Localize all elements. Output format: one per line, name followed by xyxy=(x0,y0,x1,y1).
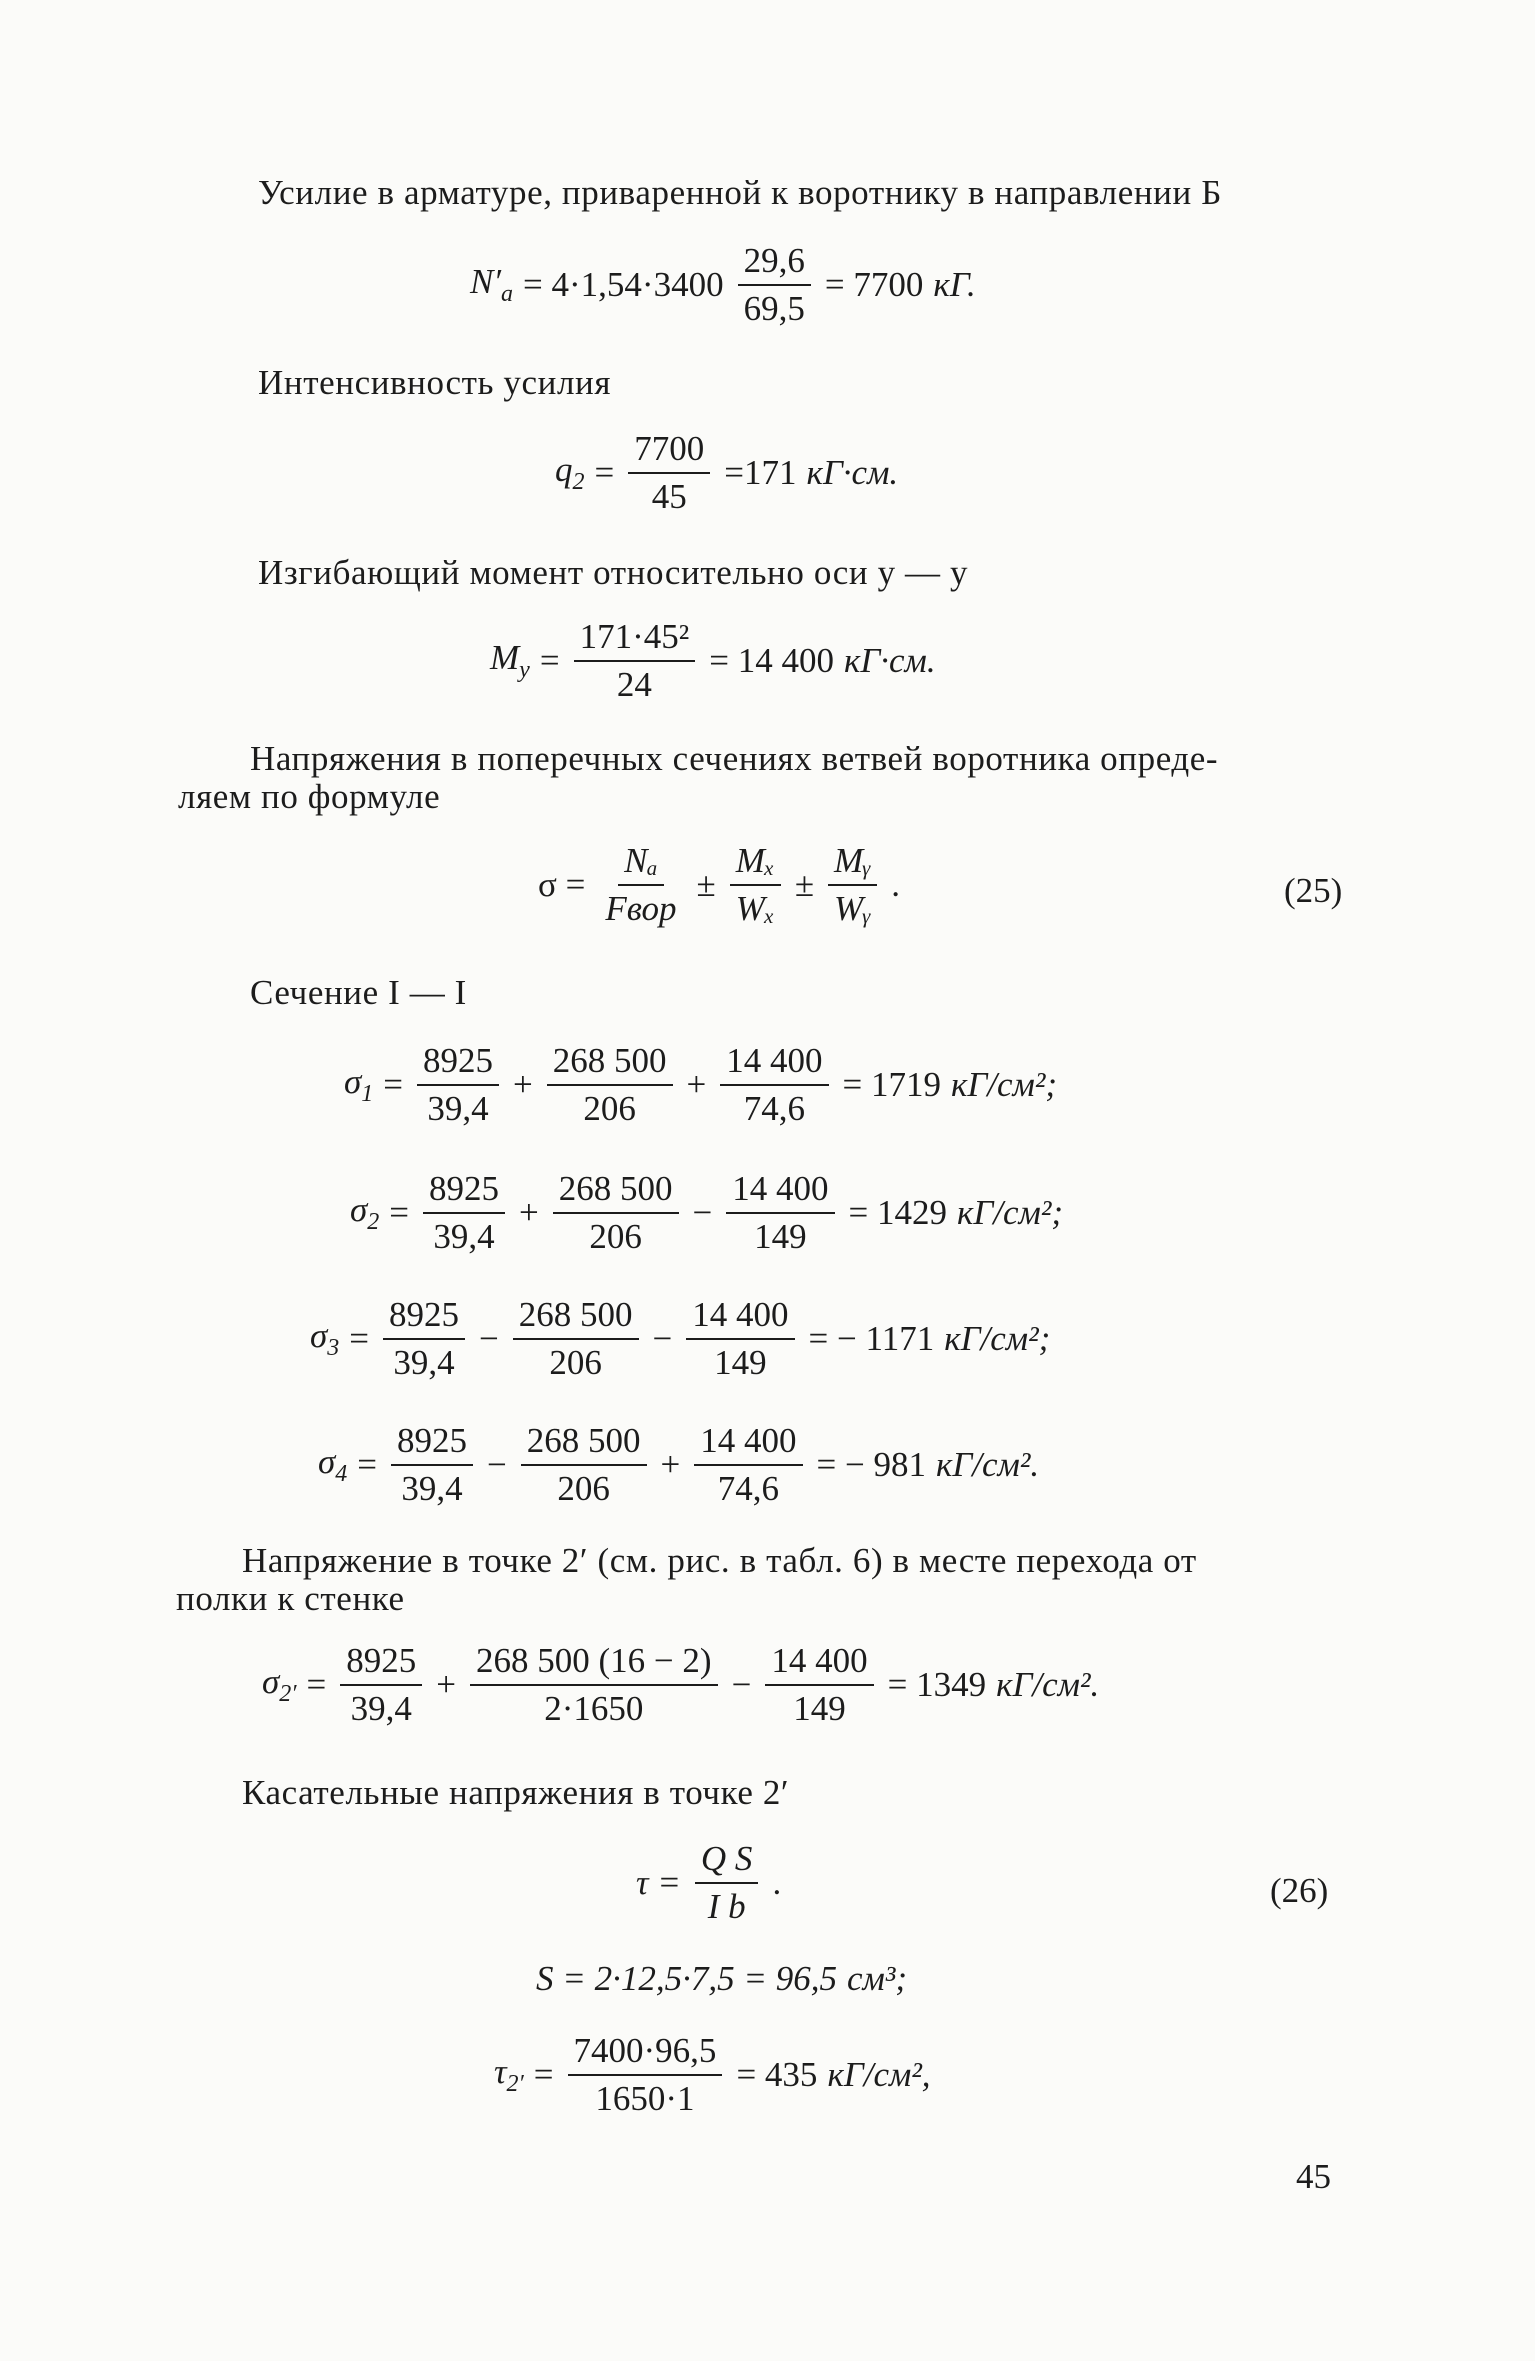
f25-t3-den: Wᵧ xyxy=(834,889,872,928)
sigma-c-num: 14 400 xyxy=(726,1168,834,1214)
f25-t3-num: Mᵧ xyxy=(828,840,877,886)
sigma-result: = 1429 xyxy=(848,1193,948,1232)
sigma-c-num: 14 400 xyxy=(720,1040,828,1086)
sigma-b-den: 206 xyxy=(589,1217,642,1256)
sigma-term-b xyxy=(513,1294,639,1384)
tau-eq: = xyxy=(533,2055,554,2094)
sigma-result: = − 981 xyxy=(816,1445,926,1484)
s2p-a-den: 39,4 xyxy=(350,1689,412,1728)
f26-fraction xyxy=(695,1838,759,1928)
sigma-b-num: 268 500 xyxy=(513,1294,639,1340)
na-lhs: $N'_a$ xyxy=(470,262,514,308)
paragraph-force-reinforcement: Усилие в арматуре, приваренной к воротнику в направлении Б xyxy=(258,173,1222,212)
q2-fraction xyxy=(628,428,710,518)
formula-sigma-1 xyxy=(344,1040,1057,1130)
sigma-op1: + xyxy=(519,1193,539,1232)
sigma-c-den: 149 xyxy=(714,1343,767,1382)
sigma-b-num: 268 500 xyxy=(521,1420,647,1466)
sigma-unit: кГ/см²; xyxy=(944,1319,1051,1358)
sigma-a-num: 8925 xyxy=(417,1040,499,1086)
my-unit: кГ·см. xyxy=(843,641,936,680)
sigma-a-den: 39,4 xyxy=(393,1343,455,1382)
na-expr: = 4·1,54·3400 xyxy=(523,265,724,304)
sigma-b-num: 268 500 xyxy=(547,1040,673,1086)
sigma-c-num: 14 400 xyxy=(686,1294,794,1340)
q2-den: 45 xyxy=(651,477,687,516)
sigma-term-a xyxy=(383,1294,465,1384)
sigma-result: = 1719 xyxy=(842,1065,942,1104)
sigma-eq: = xyxy=(389,1193,410,1232)
s2p-a-num: 8925 xyxy=(340,1640,422,1686)
sigma-unit: кГ/см²; xyxy=(957,1193,1064,1232)
s2p-term-c xyxy=(765,1640,873,1730)
paragraph-stresses-line2: ляем по формуле xyxy=(178,777,441,816)
s2p-b-den: 2·1650 xyxy=(544,1689,644,1728)
sigma-term-a xyxy=(423,1168,505,1258)
formula-sigma-2prime xyxy=(262,1640,1099,1730)
sigma-b-num: 268 500 xyxy=(553,1168,679,1214)
f25-term2 xyxy=(730,840,781,930)
formula-sigma-4 xyxy=(318,1420,1039,1510)
sigma-c-den: 149 xyxy=(754,1217,807,1256)
sigma-b-den: 206 xyxy=(557,1469,610,1508)
sigma-term-c xyxy=(726,1168,834,1258)
f26-den: I b xyxy=(707,1887,746,1926)
tau-den: 1650·1 xyxy=(595,2079,695,2118)
tau-unit: кГ/см², xyxy=(827,2055,931,2094)
sigma-lhs: $\sigma_4$ xyxy=(318,1442,348,1488)
s2p-term-a xyxy=(340,1640,422,1730)
sigma-op1: − xyxy=(479,1319,499,1358)
na-den: 69,5 xyxy=(743,289,805,328)
s2p-c-den: 149 xyxy=(793,1689,846,1728)
q2-unit: кГ·см. xyxy=(806,453,899,492)
sigma-eq: = xyxy=(349,1319,370,1358)
paragraph-stresses-line1: Напряжения в поперечных сечениях ветвей воротника опреде- xyxy=(250,739,1219,778)
sigma-a-num: 8925 xyxy=(391,1420,473,1466)
sigma-a-den: 39,4 xyxy=(401,1469,463,1508)
f26-lhs: τ = xyxy=(636,1863,681,1902)
f25-t2-num: Mₓ xyxy=(730,840,781,886)
q2-eq: = xyxy=(594,453,615,492)
f25-op2: ± xyxy=(794,865,815,904)
tau-fraction xyxy=(568,2030,723,2120)
sigma-op1: − xyxy=(487,1445,507,1484)
section-heading: Сечение I — I xyxy=(250,973,467,1012)
my-lhs: $M_y$ xyxy=(490,638,530,684)
my-num: 171·45² xyxy=(574,616,696,662)
s2p-op1: + xyxy=(436,1665,457,1704)
sigma-lhs: $\sigma_3$ xyxy=(310,1316,340,1362)
formula-26 xyxy=(636,1838,781,1928)
formula-q2 xyxy=(555,428,898,518)
sigma-eq: = xyxy=(383,1065,404,1104)
equation-number-26: (26) xyxy=(1270,1871,1329,1910)
s-expr: S = 2·12,5·7,5 = 96,5 xyxy=(536,1959,837,1998)
s2p-c-num: 14 400 xyxy=(765,1640,873,1686)
sigma-term-c xyxy=(694,1420,802,1510)
formula-tau-2prime xyxy=(494,2030,931,2120)
sigma-op2: + xyxy=(660,1445,681,1484)
f25-t1-num: Nₐ xyxy=(618,840,664,886)
sigma-lhs: $\sigma_1$ xyxy=(344,1062,374,1108)
sigma-b-den: 206 xyxy=(583,1089,636,1128)
sigma-term-c xyxy=(720,1040,828,1130)
my-result: = 14 400 xyxy=(709,641,834,680)
sigma-a-den: 39,4 xyxy=(433,1217,495,1256)
s2p-lhs: $\sigma_{2'}$ xyxy=(262,1662,297,1708)
sigma-c-den: 74,6 xyxy=(743,1089,806,1128)
f25-t1-den: Fвор xyxy=(605,889,677,928)
sigma-a-den: 39,4 xyxy=(427,1089,489,1128)
formula-s xyxy=(536,1958,907,2000)
s2p-op2: − xyxy=(731,1665,752,1704)
na-unit: кГ. xyxy=(933,265,976,304)
sigma-unit: кГ/см². xyxy=(936,1445,1040,1484)
tau-lhs: $\tau_{2'}$ xyxy=(494,2052,524,2098)
s-unit: см³; xyxy=(847,1959,908,1998)
my-den: 24 xyxy=(616,665,652,704)
sigma-op2: + xyxy=(686,1065,707,1104)
sigma-term-c xyxy=(686,1294,794,1384)
sigma-op2: − xyxy=(692,1193,713,1232)
tau-result: = 435 xyxy=(736,2055,818,2094)
sigma-op1: + xyxy=(513,1065,533,1104)
formula-sigma-2 xyxy=(350,1168,1063,1258)
sigma-term-a xyxy=(417,1040,499,1130)
sigma-term-b xyxy=(521,1420,647,1510)
s2p-result: = 1349 xyxy=(887,1665,987,1704)
f26-num: Q S xyxy=(695,1838,759,1884)
paragraph-point-2-line2: полки к стенке xyxy=(176,1579,405,1618)
s2p-unit: кГ/см². xyxy=(996,1665,1100,1704)
s2p-term-b xyxy=(470,1640,718,1730)
sigma-c-num: 14 400 xyxy=(694,1420,802,1466)
na-fraction xyxy=(738,240,811,330)
equation-number-25: (25) xyxy=(1284,871,1343,910)
na-result: = 7700 xyxy=(824,265,924,304)
f25-lhs: σ = xyxy=(538,865,586,904)
s2p-eq: = xyxy=(306,1665,327,1704)
sigma-term-b xyxy=(553,1168,679,1258)
q2-result: =171 xyxy=(724,453,797,492)
f25-tail: . xyxy=(891,865,901,904)
sigma-op2: − xyxy=(652,1319,673,1358)
sigma-a-num: 8925 xyxy=(423,1168,505,1214)
f25-t2-den: Wₓ xyxy=(735,889,775,928)
paragraph-intensity: Интенсивность усилия xyxy=(258,363,612,402)
sigma-lhs: $\sigma_2$ xyxy=(350,1190,380,1236)
paragraph-bending-moment: Изгибающий момент относительно оси y — y xyxy=(258,553,969,592)
f25-op1: ± xyxy=(696,865,716,904)
my-fraction xyxy=(574,616,696,706)
formula-na xyxy=(470,240,976,330)
formula-sigma-3 xyxy=(310,1294,1050,1384)
f26-tail: . xyxy=(772,1863,782,1902)
sigma-term-a xyxy=(391,1420,473,1510)
page-number: 45 xyxy=(1296,2157,1331,2196)
sigma-unit: кГ/см²; xyxy=(951,1065,1058,1104)
sigma-term-b xyxy=(547,1040,673,1130)
f25-term3 xyxy=(828,840,877,930)
sigma-c-den: 74,6 xyxy=(717,1469,780,1508)
q2-num: 7700 xyxy=(628,428,710,474)
sigma-a-num: 8925 xyxy=(383,1294,465,1340)
q2-lhs: $q_2$ xyxy=(555,450,585,496)
my-eq: = xyxy=(539,641,560,680)
formula-25 xyxy=(538,840,900,930)
paragraph-point-2-line1: Напряжение в точке 2′ (см. рис. в табл. 6) в месте перехода от xyxy=(242,1541,1197,1580)
sigma-eq: = xyxy=(357,1445,378,1484)
f25-term1 xyxy=(599,840,682,930)
sigma-b-den: 206 xyxy=(549,1343,602,1382)
sigma-result: = − 1171 xyxy=(808,1319,935,1358)
s2p-b-num: 268 500 (16 − 2) xyxy=(470,1640,718,1686)
na-num: 29,6 xyxy=(738,240,811,286)
formula-my xyxy=(490,616,936,706)
tau-num: 7400·96,5 xyxy=(568,2030,723,2076)
paragraph-shear-stress: Касательные напряжения в точке 2′ xyxy=(242,1773,790,1812)
